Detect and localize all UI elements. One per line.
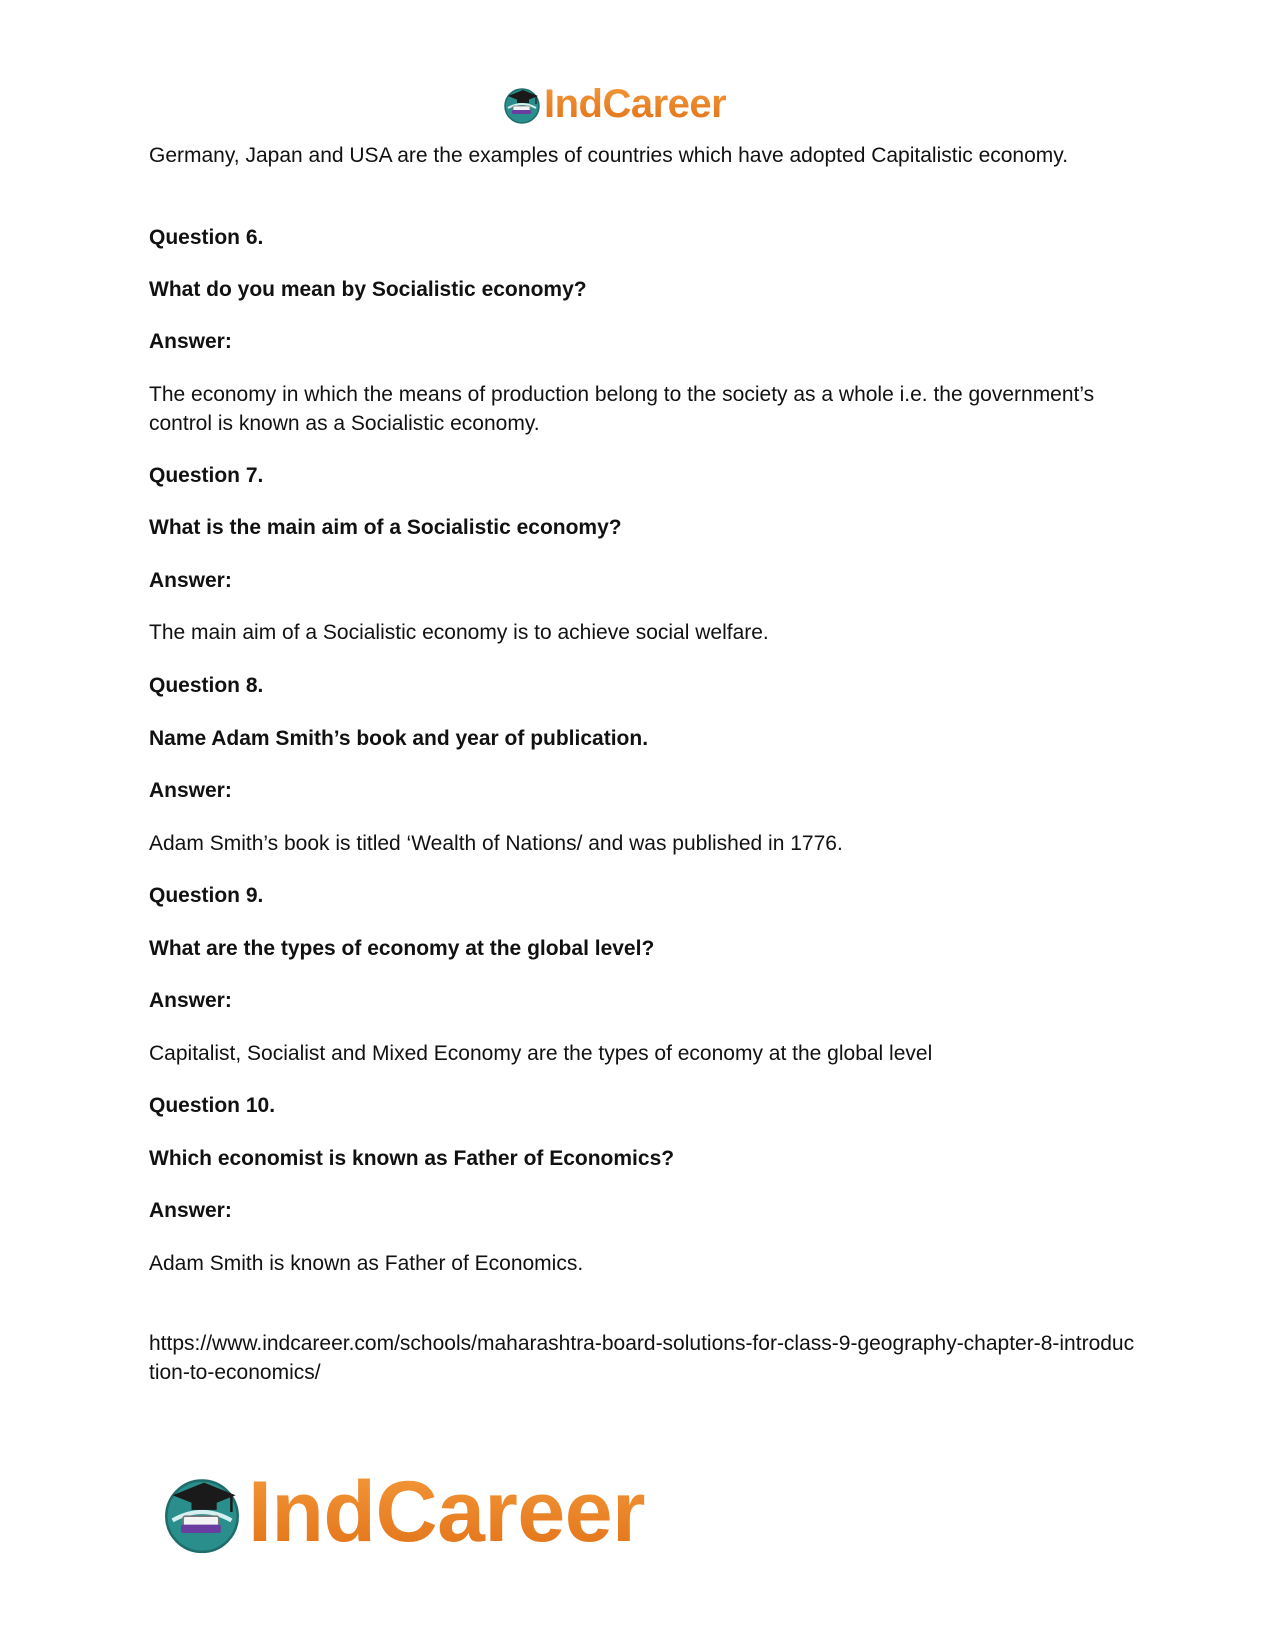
globe-graduation-cap-icon [160,1470,244,1554]
question-label: Question 8. [149,674,264,697]
question-text: What do you mean by Socialistic economy? [149,278,587,301]
intro-paragraph: Germany, Japan and USA are the examples of countries which have adopted Capitalistic economy. [149,144,1069,167]
question-text: What are the types of economy at the global level? [149,937,655,960]
question-label: Question 9. [149,884,264,907]
question-text: Name Adam Smith’s book and year of publication. [149,727,649,750]
question-text: Which economist is known as Father of Economics? [149,1147,675,1170]
source-url-link[interactable]: https://www.indcareer.com/schools/maharashtra-board-solutions-for-class-9-geography-chapter-8-introduction-to-economics/ [149,1332,1135,1384]
question-label: Question 6. [149,226,264,249]
question-text: What is the main aim of a Socialistic economy? [149,516,622,539]
answer-text: Adam Smith’s book is titled ‘Wealth of Nations/ and was published in 1776. [149,832,843,855]
answer-label: Answer: [149,330,232,353]
answer-label: Answer: [149,989,232,1012]
brand-wordmark: IndCareer [248,1463,645,1560]
answer-label: Answer: [149,1199,232,1222]
answer-label: Answer: [149,569,232,592]
answer-text: The economy in which the means of production belong to the society as a whole i.e. the government’s control is known as a Socialistic economy. [149,383,1095,435]
question-label: Question 7. [149,464,264,487]
answer-text: Capitalist, Socialist and Mixed Economy are the types of economy at the global level [149,1042,933,1065]
footer-logo [160,1462,645,1562]
answer-text: Adam Smith is known as Father of Economics. [149,1252,584,1275]
globe-graduation-cap-icon [502,84,542,124]
header-logo [502,80,726,128]
question-label: Question 10. [149,1094,276,1117]
answer-text: The main aim of a Socialistic economy is to achieve social welfare. [149,621,769,644]
answer-label: Answer: [149,779,232,802]
brand-wordmark: IndCareer [544,81,727,126]
